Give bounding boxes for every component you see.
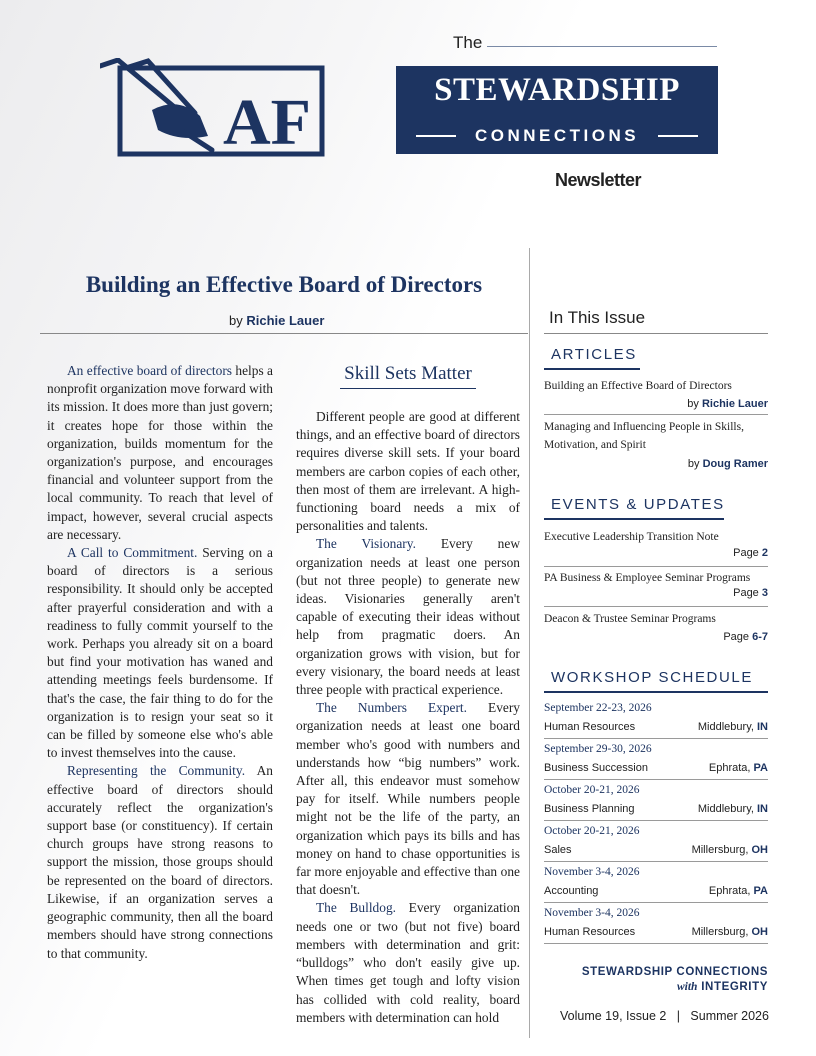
- workshop-divider: [544, 943, 768, 944]
- workshop-divider: [544, 820, 768, 821]
- masthead-the: The: [453, 33, 483, 52]
- article-byline: by Richie Lauer: [229, 313, 325, 328]
- workshop-item[interactable]: [544, 743, 768, 783]
- af-plow-logo: [100, 58, 330, 158]
- in-this-issue-heading: In This Issue: [549, 308, 646, 327]
- event-3-title[interactable]: Deacon & Trustee Seminar Programs: [544, 613, 716, 625]
- in-this-issue-rule: [544, 333, 768, 334]
- brand-line-1: STEWARDSHIP CONNECTIONS: [581, 966, 768, 978]
- masthead-subtitle: CONNECTIONS: [474, 126, 640, 145]
- workshop-heading-rule: [544, 691, 768, 693]
- workshop-location: Ephrata, PA: [708, 762, 768, 774]
- event-divider: [544, 606, 768, 607]
- workshop-topic: Human Resources: [544, 721, 636, 733]
- workshop-topic: Sales: [544, 844, 572, 856]
- subhead-skill-sets: Skill Sets Matter: [344, 363, 472, 384]
- brand-line-2: with INTEGRITY: [676, 981, 768, 993]
- event-1-page: Page 2: [733, 547, 768, 559]
- logo-text: AF: [223, 86, 311, 158]
- footer-separator: |: [676, 1009, 680, 1023]
- workshop-date: November 3-4, 2026: [544, 907, 640, 919]
- workshop-topic: Human Resources: [544, 926, 636, 938]
- paragraph: The Bulldog. Every organization needs one or two (but not five) board members with determination and grit: “bulldogs” who don't easily give up. When times get tough and lofty vision has collided with cold reality, board members with determination can hold: [296, 900, 520, 1025]
- toc-article-2-byline: by Doug Ramer: [687, 458, 768, 470]
- masthead: [396, 66, 718, 154]
- workshop-topic: Accounting: [544, 885, 599, 897]
- article-rule: [40, 333, 528, 334]
- column-divider: [529, 248, 530, 1038]
- workshop-topic: Business Succession: [544, 762, 648, 774]
- workshop-item[interactable]: [544, 907, 768, 947]
- workshop-divider: [544, 902, 768, 903]
- toc-divider: [544, 414, 768, 415]
- article-column-1: [47, 362, 273, 972]
- issue-footer: [560, 1009, 769, 1023]
- articles-heading-rule: [544, 368, 640, 370]
- event-divider: [544, 566, 768, 567]
- workshop-location: Millersburg, OH: [691, 926, 768, 938]
- article-author: Richie Lauer: [246, 313, 325, 328]
- paragraph: A Call to Commitment. Serving on a board of directors is a serious responsibility. It should only be accepted after prayerful consideration and with a readiness to fully commit yourself to the work. Perhaps you already sit on a board but find your motivation has waned and attending meetings feels burdensome. If that's the case, the fair thing to do for the organization is to resign your seat so it can be filled by someone else who's able to invest themselves into the cause.: [47, 545, 273, 761]
- paragraph: The Numbers Expert. Every organization needs at least one board member who's good with numbers and understands how “big numbers” work. After all, this endeavor must somehow pay for itself. While numbers people might not be the life of the party, an organization which pays its bills and has money on hand to chase opportunities is far more enjoyable and effective than one that doesn't.: [296, 700, 520, 898]
- the-rule: [487, 46, 717, 47]
- articles-heading: ARTICLES: [551, 346, 637, 363]
- workshop-divider: [544, 861, 768, 862]
- paragraph: Representing the Community. An effective board of directors should accurately reflect the organization's support base (or constituency). If certain church groups have strong reasons to support the mission, those groups should be represented on the board of directors. Likewise, if an organization serves a geographic community, then all the board members should have strong connections to that community.: [47, 763, 273, 961]
- workshop-divider: [544, 779, 768, 780]
- toc-article-2-title[interactable]: Managing and Influencing People in Skills, Motivation, and Spirit: [544, 421, 744, 451]
- workshop-topic: Business Planning: [544, 803, 635, 815]
- paragraph: The Visionary. Every new organization needs at least one person (but not three people) to generate new ideas. Visionaries generally aren't capable of executing their ideas without help from pragmatic doers. An organization grows with vision, but for every visionary, the board needs at least three people with practical experience.: [296, 536, 520, 698]
- events-heading-rule: [544, 518, 724, 520]
- workshop-date: September 29-30, 2026: [544, 743, 652, 755]
- issue-season: Summer 2026: [690, 1009, 769, 1023]
- stewardship-connections-brand: [544, 965, 768, 995]
- workshop-date: November 3-4, 2026: [544, 866, 640, 878]
- subhead-rule: [340, 388, 476, 389]
- workshop-item[interactable]: [544, 784, 768, 824]
- workshop-divider: [544, 738, 768, 739]
- workshop-heading: WORKSHOP SCHEDULE: [551, 669, 753, 686]
- newsletter-label: Newsletter: [555, 170, 642, 190]
- event-1-title[interactable]: Executive Leadership Transition Note: [544, 531, 719, 543]
- workshop-date: September 22-23, 2026: [544, 702, 652, 714]
- toc-article-1-byline: by Richie Lauer: [687, 398, 768, 410]
- workshop-location: Millersburg, OH: [691, 844, 768, 856]
- toc-article-1-title[interactable]: Building an Effective Board of Directors: [544, 380, 732, 392]
- workshop-item[interactable]: [544, 825, 768, 865]
- masthead-title: STEWARDSHIP: [434, 72, 680, 108]
- events-heading: EVENTS & UPDATES: [551, 496, 725, 513]
- workshop-location: Middlebury, IN: [697, 721, 768, 733]
- volume-issue: Volume 19, Issue 2: [560, 1009, 667, 1023]
- masthead-line-right: [658, 135, 698, 137]
- workshop-location: Ephrata, PA: [708, 885, 768, 897]
- event-2-page: Page 3: [733, 587, 768, 599]
- event-2-title[interactable]: PA Business & Employee Seminar Programs: [544, 572, 751, 584]
- paragraph: An effective board of directors helps a nonprofit organization move forward with its mission. It does more than just govern; it creates hope for those within the organization, builds momentum for the organization's purpose, and encourages financial and volunteer support from the local community. To reach that level of impact, however, several crucial aspects are necessary.: [47, 363, 273, 542]
- event-3-page: Page 6-7: [723, 631, 768, 643]
- workshop-date: October 20-21, 2026: [544, 784, 640, 796]
- workshop-date: October 20-21, 2026: [544, 825, 640, 837]
- workshop-item[interactable]: [544, 702, 768, 742]
- workshop-location: Middlebury, IN: [697, 803, 768, 815]
- article-title: Building an Effective Board of Directors: [85, 272, 483, 297]
- article-column-2: [296, 408, 520, 1025]
- paragraph: Different people are good at different things, and an effective board of directors requires diverse skill sets. If your board members are carbon copies of each other, then most of them are irrelevant. A high-functioning board needs a mix of personalities and talents.: [296, 409, 520, 534]
- workshop-item[interactable]: [544, 866, 768, 906]
